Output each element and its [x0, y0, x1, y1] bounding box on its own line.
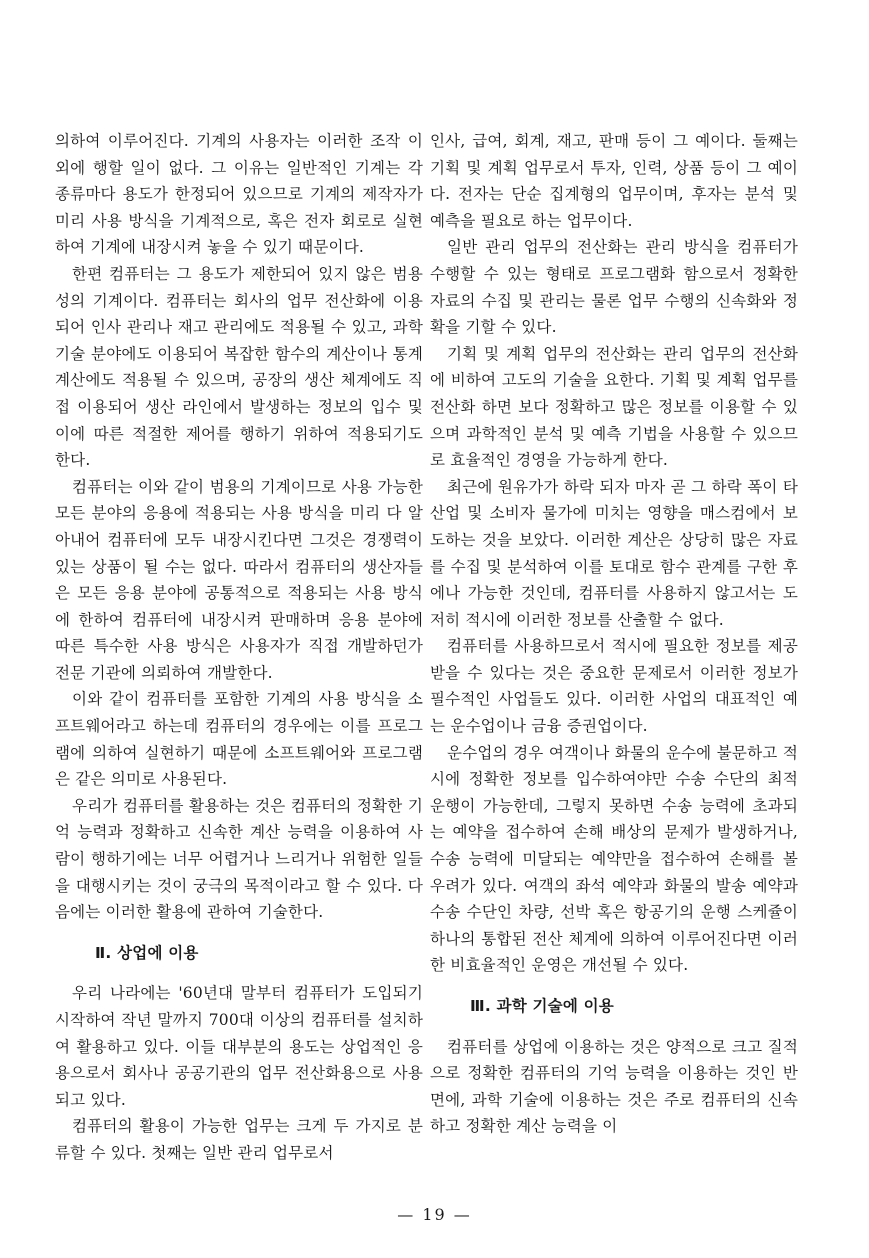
paragraph: 최근에 원유가가 하락 되자 마자 곧 그 하락 폭이 타 산업 및 소비자 물가에 미치는 영향을 매스컴에서 보도하는 것을 보았다. 이러한 계산은 상당히 많은 자료를 수집 및 분석하여 이를 토대로 함수 관계를 구한 후에나 가능한 것인데, 컴퓨터를 사용하지 않고서는 도저히 적시에 이러한 정보를 산출할 수 없다.	[430, 477, 798, 629]
paragraph: 운수업의 경우 여객이나 화물의 운수에 불문하고 적시에 정확한 정보를 입수하여야만 수송 수단의 최적 운행이 가능한데, 그렇지 못하면 수송 능력에 초과되는 예약을 접수하여 손해 배상의 문제가 발생하거나, 수송 능력에 미달되는 예약만을 접수하여 손해를 볼 우려가 있다. 여객의 좌석 예약과 화물의 발송 예약과 수송 수단인 차량, 선박 혹은 항공기의 운행 스케쥴이 하나의 통합된 전산 체계에 의하여 이루어진다면 이러한 비효율적인 운영은 개선될 수 있다.	[430, 743, 798, 975]
paragraph: 일반 관리 업무의 전산화는 관리 방식을 컴퓨터가 수행할 수 있는 형태로 프로그램화 함으로서 정확한 자료의 수집 및 관리는 물론 업무 수행의 신속화와 정확을 기할 수 있다.	[430, 238, 798, 337]
paragraph: 인사, 급여, 회계, 재고, 판매 등이 그 예이다. 둘째는 기획 및 계획 업무로서 투자, 인력, 상품 등이 그 예이다. 전자는 단순 집계형의 업무이며, 후자는 분석 및 예측을 필요로 하는 업무이다.	[430, 132, 798, 230]
paragraph: 컴퓨터를 사용하므로서 적시에 필요한 정보를 제공받을 수 있다는 것은 중요한 문제로서 이러한 정보가 필수적인 사업들도 있다. 이러한 사업의 대표적인 예는 운수업이나 금융 증권업이다.	[430, 637, 798, 736]
paragraph: 이와 같이 컴퓨터를 포함한 기계의 사용 방식을 소프트웨어라고 하는데 컴퓨터의 경우에는 이를 프로그램에 의하여 실현하기 때문에 소프트웨어와 프로그램은 같은 의미로 사용된다.	[55, 690, 423, 789]
section-heading: Ⅱ. 상업에 이용	[95, 943, 199, 962]
page-number: — 19 —	[397, 1205, 472, 1224]
left-column	[55, 128, 423, 1167]
paragraph: 컴퓨터를 상업에 이용하는 것은 양적으로 크고 질적으로 정확한 컴퓨터의 기억 능력을 이용하는 것인 반면에, 과학 기술에 이용하는 것은 주로 컴퓨터의 신속하고 정확한 계산 능력을 이	[430, 1037, 798, 1136]
paragraph: 우리가 컴퓨터를 활용하는 것은 컴퓨터의 정확한 기억 능력과 정확하고 신속한 계산 능력을 이용하여 사람이 행하기에는 너무 어렵거나 느리거나 위험한 일들을 대행시키는 것이 궁극의 목적이라고 할 수 있다. 다음에는 이러한 활용에 관하여 기술한다.	[55, 796, 423, 922]
paragraph: 기획 및 계획 업무의 전산화는 관리 업무의 전산화에 비하여 고도의 기술을 요한다. 기획 및 계획 업무를 전산화 하면 보다 정확하고 많은 정보를 이용할 수 있으며 과학적인 분석 및 예측 기법을 사용할 수 있으므로 효율적인 경영을 가능하게 한다.	[430, 344, 798, 470]
section-heading: Ⅲ. 과학 기술에 이용	[470, 997, 614, 1015]
paragraph: 우리 나라에는 '60년대 말부터 컴퓨터가 도입되기 시작하여 작년 말까지 700대 이상의 컴퓨터를 설치하여 활용하고 있다. 이들 대부분의 용도는 상업적인 응용으로서 회사나 공공기관의 업무 전산화용으로 사용되고 있다.	[55, 984, 423, 1109]
right-column	[430, 128, 798, 1140]
paragraph: 컴퓨터는 이와 같이 범용의 기계이므로 사용 가능한 모든 분야의 응용에 적용되는 사용 방식을 미리 다 알아내어 컴퓨터에 모두 내장시킨다면 그것은 경쟁력이 있는 상품이 될 수는 없다. 따라서 컴퓨터의 생산자들은 모든 응용 분야에 공통적으로 적용되는 사용 방식에 한하여 컴퓨터에 내장시켜 판매하며 응용 분야에 따른 특수한 사용 방식은 사용자가 직접 개발하던가 전문 기관에 의뢰하여 개발한다.	[55, 477, 423, 682]
paragraph: 컴퓨터의 활용이 가능한 업무는 크게 두 가지로 분류할 수 있다. 첫째는 일반 관리 업무로서	[55, 1117, 423, 1162]
paragraph: 한편 컴퓨터는 그 용도가 제한되어 있지 않은 범용성의 기계이다. 컴퓨터는 회사의 업무 전산화에 이용되어 인사 관리나 재고 관리에도 적용될 수 있고, 과학 기술 분야에도 이용되어 복잡한 함수의 계산이나 통계 계산에도 적용될 수 있으며, 공장의 생산 체계에도 직접 이용되어 생산 라인에서 발생하는 정보의 입수 및 이에 따른 적절한 제어를 행하기 위하여 적용되기도 한다.	[55, 264, 423, 470]
paragraph: 의하여 이루어진다. 기계의 사용자는 이러한 조작 이외에 행할 일이 없다. 그 이유는 일반적인 기계는 각 종류마다 용도가 한정되어 있으므로 기계의 제작자가 미리 사용 방식을 기계적으로, 혹은 전자 회로로 실현하여 기계에 내장시켜 놓을 수 있기 때문이다.	[55, 132, 423, 257]
